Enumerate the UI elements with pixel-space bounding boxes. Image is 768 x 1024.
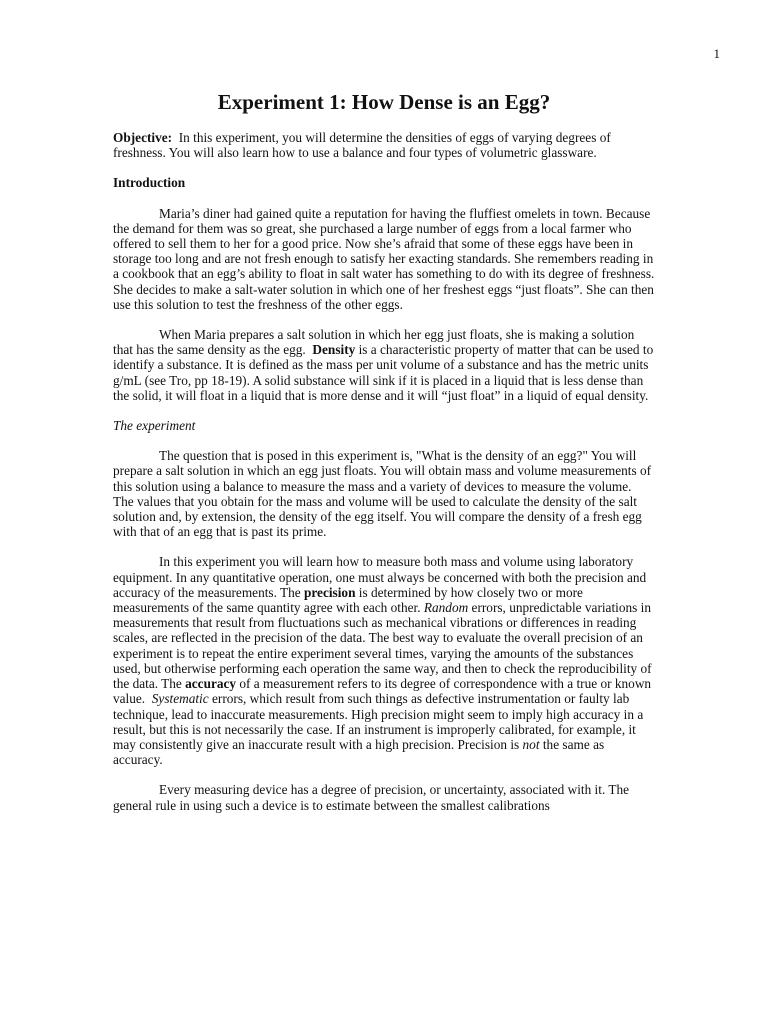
experiment-heading: The experiment [113, 418, 196, 434]
random-term: Random [423, 600, 469, 616]
objective-paragraph [113, 130, 655, 160]
objective-text: In this experiment, you will determine the densities of eggs of varying degrees of freshness. You will also learn how to use a balance and four types of volumetric glassware. [113, 130, 611, 161]
exp-p2-part6: the same as accuracy. [113, 736, 605, 768]
intro-p2-after: is a characteristic property of matter that can be used to identify a substance. It is defined as the mass per unit volume of a substance and has the metric units g/mL (see Tro, pp 18-19). A solid substance will sink if it is placed in a liquid that is less dense than the solid, it will float in a liquid that is more dense and it will “just float” in a liquid of equal density. [113, 342, 654, 403]
intro-paragraph-2 [113, 327, 655, 403]
exp-p2-part1: In this experiment you will learn how to measure both mass and volume using laboratory equipment. In any quantitative operation, one must always be concerned with both the precision and accuracy of the measurements. The [113, 554, 647, 600]
experiment-paragraph-2 [113, 554, 655, 767]
experiment-paragraph-1: The question that is posed in this experiment is, "What is the density of an egg?" You will prepare a salt solution in which an egg just floats. You will obtain mass and volume measurements of this solution using a balance to measure the mass and a variety of devices to measure the volume. The values that you obtain for the mass and volume will be used to calculate the density of the salt solution and, by extension, the density of the egg itself. You will compare the density of a fresh egg with that of an egg that is past its prime. [113, 448, 652, 540]
not-term: not [522, 736, 540, 752]
exp-p2-part5: errors, which result from such things as defective instrumentation or faulty lab technique, lead to inaccurate measurements. High precision might seem to imply high accuracy in a result, but this is not necessarily the case. If an instrument is improperly calibrated, for example, it may consistently give an inaccurate result with a high precision. Precision is [113, 691, 644, 752]
exp-p2-part2: is determined by how closely two or more measurements of the same quantity agree with each other. [113, 584, 583, 616]
document-title: Experiment 1: How Dense is an Egg? [217, 90, 551, 114]
precision-term: precision [304, 584, 356, 600]
systematic-term: Systematic [151, 691, 209, 707]
intro-p2-before: When Maria prepares a salt solution in which her egg just floats, she is making a solution that has the same density as the egg. [113, 327, 635, 358]
density-term: Density [312, 342, 356, 358]
introduction-heading: Introduction [113, 175, 186, 191]
objective-label: Objective: [113, 130, 173, 145]
exp-p2-part3: errors, unpredictable variations in measurements that result from fluctuations such as mechanical vibrations or differences in reading scales, are reflected in the precision of the data. The best way to evaluate the overall precision of an experiment is to repeat the entire experiment several times, varying the amounts of the substances used, but otherwise performing each operation the same way, and then to check the reproducibility of the data. The [113, 600, 652, 692]
intro-paragraph-1: Maria’s diner had gained quite a reputation for having the fluffiest omelets in town. Because the demand for them was so great, she purchased a large number of eggs from a local farmer who offered to sell them to her for a good price. Now she’s afraid that some of these eggs have been in storage too long and are not fresh enough to satisfy her exacting standards. She remembers reading in a cookbook that an egg’s ability to float in salt water has something to do with its degree of freshness. She decides to make a salt-water solution in which one of her freshest eggs “just floats”. She can then use this solution to test the freshness of the other eggs. [113, 205, 655, 312]
exp-p2-part4: of a measurement refers to its degree of correspondence with a true or known value. [113, 676, 652, 707]
document-body [113, 130, 655, 828]
experiment-paragraph-3: Every measuring device has a degree of precision, or uncertainty, associated with it. The general rule in using such a device is to estimate between the smallest calibrations [113, 782, 630, 813]
page-number: 1 [713, 46, 720, 61]
accuracy-term: accuracy [185, 676, 237, 692]
